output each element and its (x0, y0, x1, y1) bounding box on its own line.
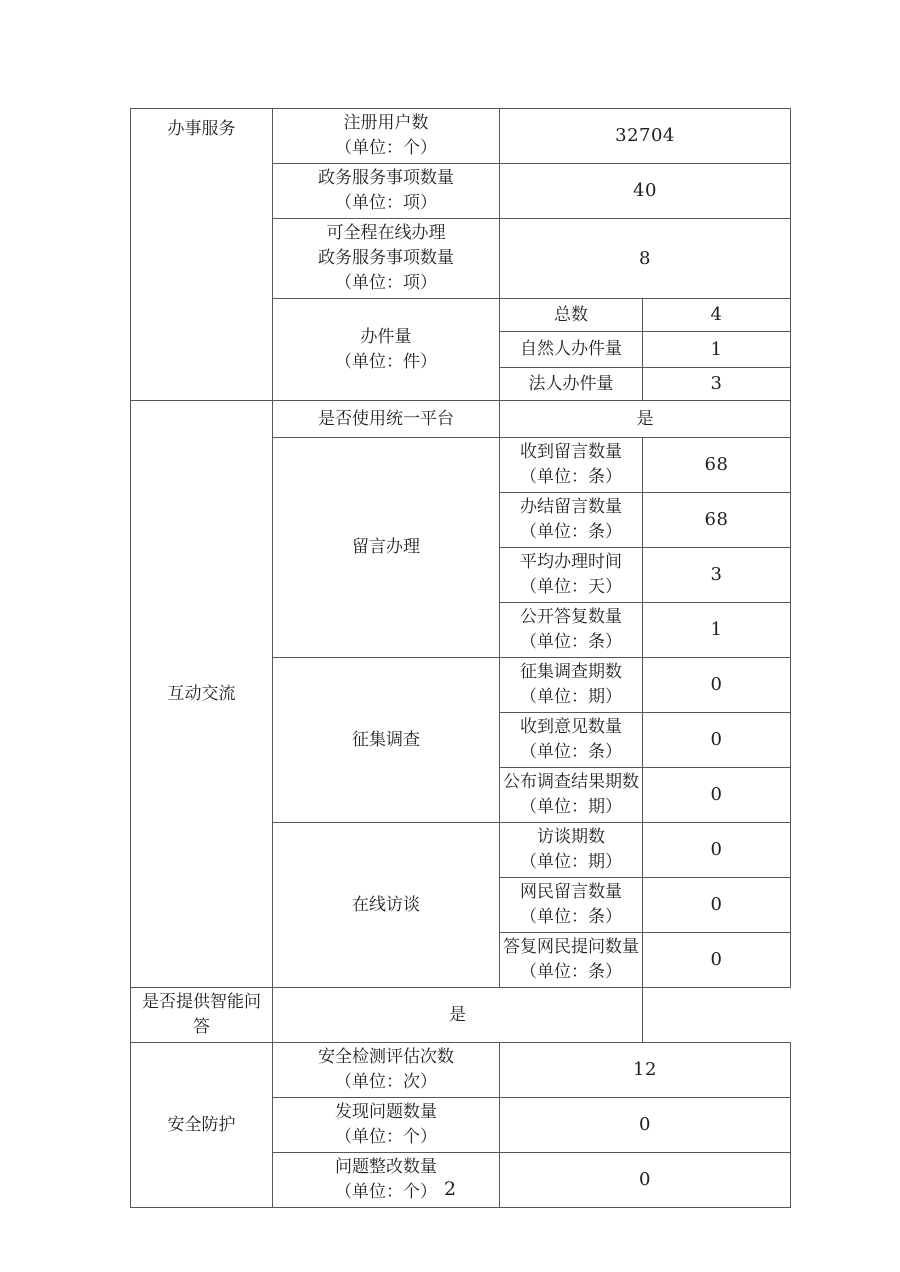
label-online-service-items-line1: 可全程在线办理 (326, 223, 446, 243)
label-registered-users-line2: （单位：个） (335, 138, 437, 158)
label-avg-handling-time (500, 548, 643, 603)
value-case-natural-person (643, 332, 791, 368)
label-case-total (500, 299, 643, 332)
label-public-replies-line1: 公开答复数量 (520, 607, 622, 627)
value-case-natural-person-text: 1 (710, 338, 723, 360)
value-messages-completed-text: 68 (704, 509, 729, 530)
value-unified-platform-text: 是 (636, 408, 654, 429)
label-message-handling (273, 438, 500, 658)
label-netizen-messages-line1: 网民留言数量 (520, 882, 622, 902)
value-netizen-replies-text: 0 (710, 949, 723, 970)
value-problems-found (500, 1098, 791, 1153)
label-avg-handling-time-line1: 平均办理时间 (520, 552, 622, 572)
value-netizen-replies (643, 933, 791, 988)
value-service-items-text: 40 (633, 180, 657, 201)
label-case-natural-person (500, 332, 643, 368)
value-problems-rectified-text: 0 (639, 1169, 651, 1190)
label-case-volume-line1: 办件量 (360, 326, 412, 347)
value-survey-results-published (643, 768, 791, 823)
label-service-items-line2: （单位：项） (335, 193, 437, 213)
label-security-assessments (273, 1043, 500, 1098)
label-interview-periods-line2: （单位：期） (520, 852, 622, 872)
value-registered-users-text: 32704 (615, 125, 675, 146)
label-unified-platform-text: 是否使用统一平台 (318, 408, 454, 429)
value-survey-periods-text: 0 (710, 674, 723, 695)
label-online-service-items-line2: 政务服务事项数量 (318, 248, 454, 268)
value-messages-received-text: 68 (704, 454, 729, 475)
label-netizen-replies-line2: （单位：条） (520, 962, 622, 982)
label-messages-completed-line1: 办结留言数量 (520, 497, 622, 517)
value-netizen-messages-text: 0 (710, 894, 723, 915)
label-case-natural-person-text: 自然人办件量 (520, 339, 622, 359)
value-avg-handling-time (643, 548, 791, 603)
value-online-service-items (500, 219, 791, 299)
label-messages-received-line1: 收到留言数量 (520, 442, 622, 462)
label-service-items (273, 164, 500, 219)
label-public-replies-line2: （单位：条） (520, 632, 622, 652)
label-messages-completed (500, 493, 643, 548)
label-case-legal-person (500, 368, 643, 401)
label-interview-periods-line1: 访谈期数 (537, 827, 605, 847)
label-problems-found (273, 1098, 500, 1153)
label-problems-rectified-line1: 问题整改数量 (335, 1157, 437, 1177)
label-public-replies (500, 603, 643, 658)
value-public-replies-text: 1 (710, 619, 723, 640)
label-smart-qa (131, 988, 273, 1043)
value-problems-found-text: 0 (639, 1114, 651, 1135)
label-case-legal-person-text: 法人办件量 (528, 373, 614, 394)
label-netizen-messages-line2: （单位：条） (520, 907, 622, 927)
label-service-items-line1: 政务服务事项数量 (318, 168, 454, 188)
label-survey-periods-line2: （单位：期） (520, 687, 622, 707)
value-case-legal-person-text: 3 (710, 373, 723, 394)
value-opinions-received (643, 713, 791, 768)
value-messages-received (643, 438, 791, 493)
label-survey-results-published-line2: （单位：期） (520, 797, 622, 817)
value-public-replies (643, 603, 791, 658)
label-interview-periods (500, 823, 643, 878)
category-cell-interaction (131, 401, 273, 988)
label-survey-results-published (500, 768, 643, 823)
category-cell-service (131, 109, 273, 401)
value-smart-qa-text: 是 (449, 1004, 466, 1025)
label-security-assessments-line1: 安全检测评估次数 (318, 1047, 454, 1067)
value-opinions-received-text: 0 (710, 729, 723, 750)
value-service-items (500, 164, 791, 219)
value-survey-periods (643, 658, 791, 713)
label-online-interview-text: 在线访谈 (352, 894, 420, 915)
label-online-service-items (273, 219, 500, 299)
value-case-legal-person (643, 368, 791, 401)
label-opinions-received (500, 713, 643, 768)
label-case-volume (273, 299, 500, 401)
label-problems-rectified-line2: （单位：个） (335, 1182, 437, 1202)
label-survey (273, 658, 500, 823)
label-message-handling-text: 留言办理 (352, 537, 420, 557)
label-registered-users-line1: 注册用户数 (343, 113, 429, 133)
label-registered-users (273, 109, 500, 164)
value-case-total (643, 299, 791, 332)
label-survey-results-published-line1: 公布调查结果期数 (503, 772, 639, 792)
label-survey-periods (500, 658, 643, 713)
value-interview-periods (643, 823, 791, 878)
label-netizen-replies-line1: 答复网民提问数量 (503, 937, 639, 957)
label-survey-periods-line1: 征集调查期数 (520, 662, 622, 682)
label-online-interview (273, 823, 500, 988)
value-survey-results-published-text: 0 (710, 784, 723, 805)
value-registered-users (500, 109, 791, 164)
value-security-assessments-text: 12 (633, 1059, 657, 1080)
value-unified-platform (500, 401, 791, 438)
label-messages-completed-line2: （单位：条） (520, 522, 622, 542)
value-netizen-messages (643, 878, 791, 933)
category-security-label: 安全防护 (167, 1114, 236, 1135)
label-avg-handling-time-line2: （单位：天） (520, 577, 622, 597)
report-table (130, 108, 791, 1208)
page-number: 2 (443, 1178, 457, 1200)
label-messages-received-line2: （单位：条） (520, 467, 622, 487)
label-security-assessments-line2: （单位：次） (335, 1072, 437, 1092)
value-case-total-text: 4 (710, 304, 723, 325)
value-online-service-items-text: 8 (639, 247, 651, 269)
category-service-label: 办事服务 (167, 119, 236, 139)
label-netizen-messages (500, 878, 643, 933)
label-messages-received (500, 438, 643, 493)
label-opinions-received-line2: （单位：条） (520, 742, 622, 762)
value-smart-qa (273, 988, 643, 1043)
label-case-total-text: 总数 (554, 304, 588, 325)
label-survey-text: 征集调查 (352, 729, 420, 750)
value-messages-completed (643, 493, 791, 548)
label-case-volume-line2: （单位：件） (335, 351, 437, 372)
label-netizen-replies (500, 933, 643, 988)
value-avg-handling-time-text: 3 (710, 564, 723, 585)
category-interaction-label: 互动交流 (167, 683, 236, 704)
label-smart-qa-text: 是否提供智能问答 (142, 992, 261, 1037)
label-problems-found-line2: （单位：个） (335, 1127, 437, 1147)
label-online-service-items-line3: （单位：项） (335, 273, 437, 293)
value-security-assessments (500, 1043, 791, 1098)
label-unified-platform (273, 401, 500, 438)
label-opinions-received-line1: 收到意见数量 (520, 717, 622, 737)
label-problems-found-line1: 发现问题数量 (335, 1102, 437, 1122)
value-interview-periods-text: 0 (710, 839, 723, 860)
